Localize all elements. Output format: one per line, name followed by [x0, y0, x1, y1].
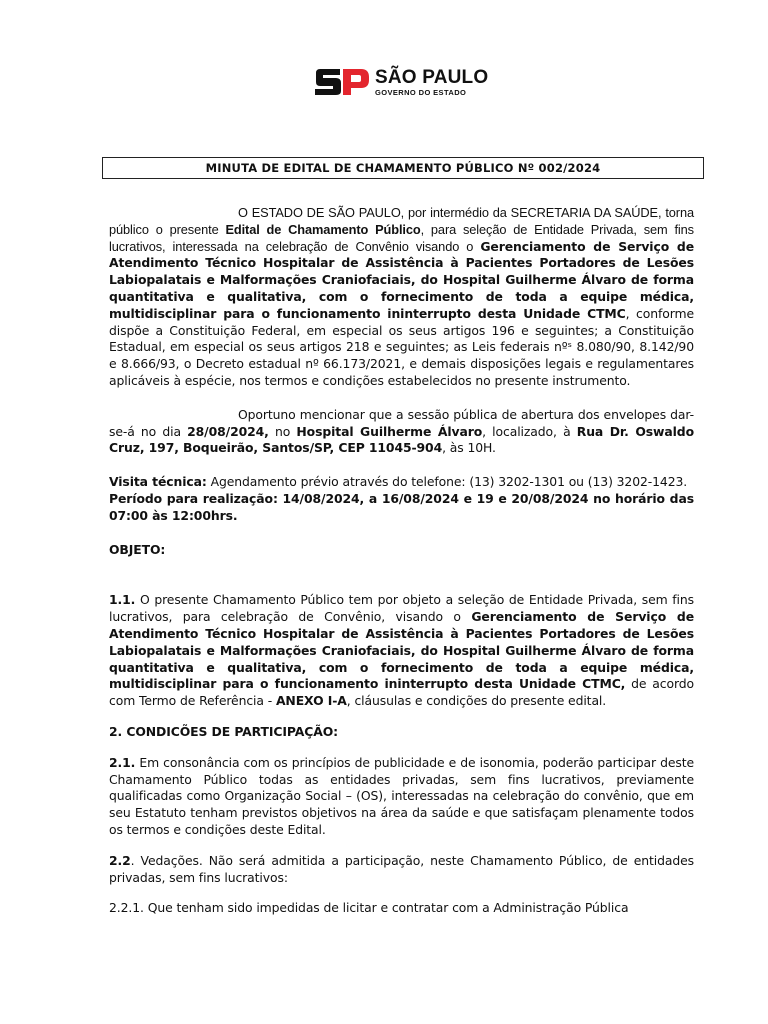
intro-legal-basis: , conforme dispõe a Constituição Federal, em especial os seus artigos 196 e seguintes; a Constituição Estadual, em especial os seus artigos 218 e seguintes; as Leis federais nºˢ 8.080/90, 8.142/90 e 8.666/93, o Decreto estadual nº 66.173/2021, e demais disposições legais e regulamentares aplicáveis à espécie, nos termos e condições estabelecidos no presente instrumento.: [109, 305, 695, 388]
logo-subtitle: GOVERNO DO ESTADO: [375, 88, 467, 97]
clause-2-1-text: Em consonância com os princípios de publicidade e de isonomia, poderão participar deste Chamamento Público todas as entidades privadas, sem fins lucrativos, previamente qualificadas como Organização Social – (OS), interessadas na celebração do convênio, que em seu Estatuto tenham previstos objetivos na área da saúde e que satisfaçam plenamente todos os termos e condições deste Edital.: [109, 754, 694, 837]
clause-1-1-annex: ANEXO I-A: [275, 693, 347, 709]
intro-text-2: , para seleção de Entidade Privada, sem fins lucrativos, interessada na celebração de Convênio visando o: [109, 221, 694, 254]
session-text-3: , localizado, à: [482, 423, 577, 439]
clause-1-1-number: 1.1.: [109, 592, 136, 608]
technical-visit: [109, 474, 694, 491]
clause-2-1-number: 2.1.: [109, 754, 136, 770]
session-time: , às 10H.: [442, 440, 496, 456]
session-address: Rua Dr. Oswaldo Cruz, 197, Boqueirão, Santos/SP, CEP 11045-904: [109, 423, 694, 456]
clause-1-1: [109, 592, 694, 710]
clause-2-2-1: 2.2.1. Que tenham sido impedidas de licitar e contratar com a Administração Pública: [109, 900, 629, 916]
document-title: MINUTA DE EDITAL DE CHAMAMENTO PÚBLICO Nº 002/2024: [102, 157, 704, 179]
session-hospital: Hospital Guilherme Álvaro: [296, 423, 483, 439]
sao-paulo-government-logo: [314, 68, 488, 97]
clause-1-1-text: O presente Chamamento Público tem por objeto a seleção de Entidade Privada, sem fins lucrativos, para celebração de Convênio, visando o: [109, 592, 694, 625]
clause-2-2-text: . Vedações. Não será admitida a participação, neste Chamamento Público, de entidades privadas, sem fins lucrativos:: [109, 852, 694, 885]
session-date: 28/08/2024,: [187, 423, 269, 439]
objeto-heading: OBJETO:: [109, 541, 166, 557]
clause-2-2: [109, 853, 694, 887]
intro-edital-label: Edital de Chamamento Público: [225, 221, 421, 237]
visit-period: Período para realização: 14/08/2024, a 16/08/2024 e 19 e 20/08/2024 no horário das 07:00 às 12:00hrs.: [109, 490, 694, 523]
clause-2-2-number: 2.2: [109, 852, 131, 868]
clause-2-1: [109, 755, 694, 839]
clause-1-1-text-3: , cláusulas e condições do presente edital.: [346, 693, 607, 709]
session-paragraph: [109, 407, 694, 457]
section-2-heading: 2. CONDICÕES DE PARTICIPAÇÃO:: [109, 723, 339, 739]
intro-object-bold: Gerenciamento de Serviço de Atendimento Técnico Hospitalar de Assistência à Pacientes Portadores de Lesões Labiopalatais e Malformações Craniofaciais, do Hospital Guilherme Álvaro de forma quantitativa e qualitativa, com o fornecimento de toda a equipe médica, multidisciplinar para o funcionamento ininterrupto desta Unidade CTMC: [109, 238, 694, 321]
session-text: Oportuno mencionar que a sessão pública de abertura dos envelopes dar-se-á no dia: [109, 406, 694, 439]
technical-visit-label: Visita técnica:: [109, 474, 207, 490]
intro-paragraph: [109, 205, 694, 390]
logo-name: SÃO PAULO: [375, 67, 489, 88]
intro-text: O ESTADO DE SÃO PAULO, por intermédio da SECRETARIA DA SAÚDE, torna público o presente: [109, 205, 694, 237]
document-body: [109, 205, 694, 917]
clause-1-1-object-bold: Gerenciamento de Serviço de Atendimento Técnico Hospitalar de Assistência à Pacientes Portadores de Lesões Labiopalatais e Malformações Craniofaciais, do Hospital Guilherme Álvaro de forma quantitativa e qualitativa, com o fornecimento de toda a equipe médica, multidisciplinar para o funcionamento ininterrupto desta Unidade CTMC,: [109, 609, 694, 692]
sp-logo-icon: [314, 68, 370, 96]
technical-visit-text: Agendamento prévio através do telefone: (13) 3202-1301 ou (13) 3202-1423.: [206, 474, 688, 490]
session-text-2: no: [268, 423, 297, 439]
clause-1-1-text-2: de acordo com Termo de Referência -: [109, 676, 694, 709]
